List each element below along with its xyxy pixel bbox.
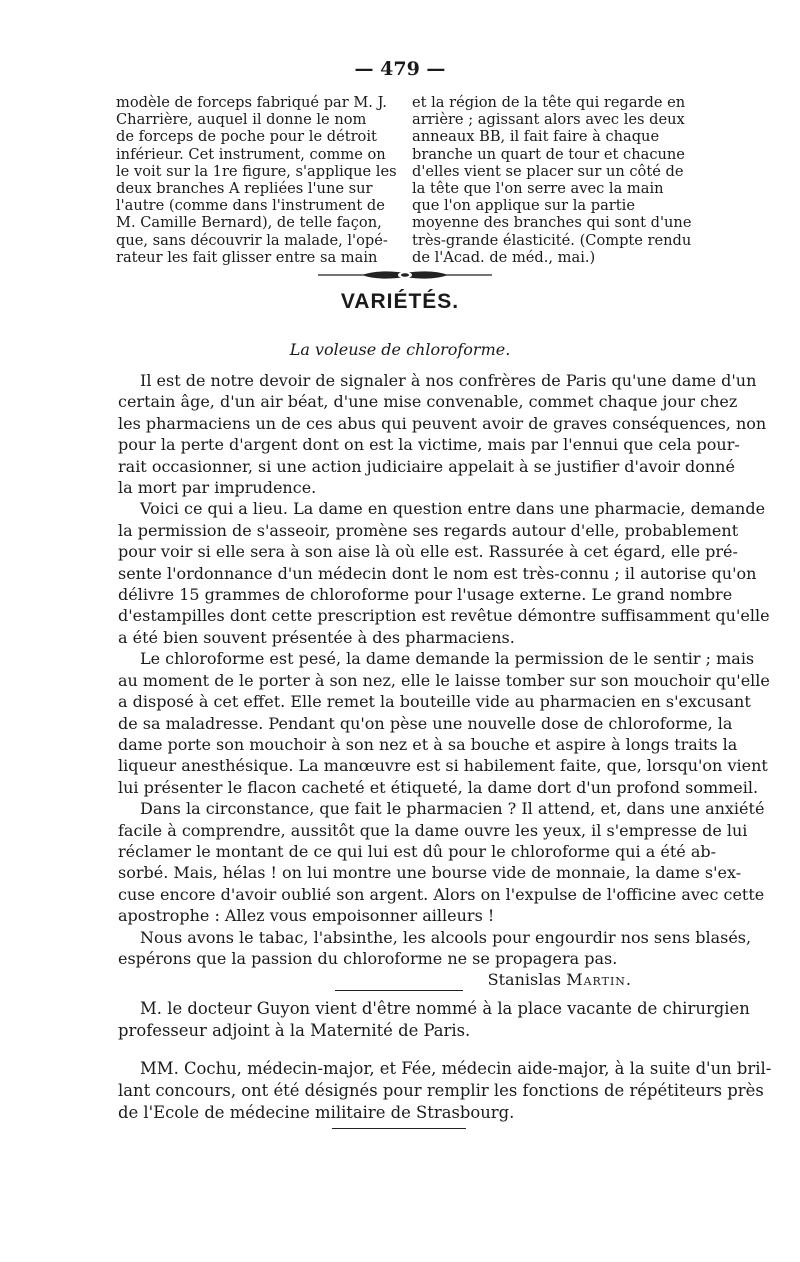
- left-column-line: le voit sur la 1re figure, s'applique les: [116, 162, 397, 180]
- right-column-line: et la région de la tête qui regarde en: [412, 94, 686, 111]
- text-line: lant concours, ont été désignés pour remplir les fonctions de répétiteurs près: [118, 1081, 764, 1100]
- text-line: M. le docteur Guyon vient d'être nommé à la place vacante de chirurgien: [140, 999, 750, 1018]
- text-line: réclamer le montant de ce qui lui est dû pour le chloroforme qui a été ab-: [118, 841, 717, 861]
- text-line: professeur adjoint à la Maternité de Paris.: [118, 1021, 471, 1040]
- right-column-line: moyenne des branches qui sont d'une: [412, 214, 692, 232]
- separator-rule: [335, 990, 463, 991]
- text-line: pour la perte d'argent dont on est la victime, mais par l'ennui que cela pour-: [118, 435, 740, 455]
- text-line: a été bien souvent présentée à des pharmaciens.: [118, 627, 515, 647]
- text-line: Nous avons le tabac, l'absinthe, les alcools pour engourdir nos sens blasés,: [140, 927, 752, 947]
- text-line: pour voir si elle sera à son aise là où elle est. Rassurée à cet égard, elle pré-: [118, 542, 738, 562]
- right-column-line: que l'on applique sur la partie: [412, 197, 635, 215]
- text-line: la permission de s'asseoir, promène ses regards autour d'elle, probablement: [118, 520, 739, 540]
- text-line: apostrophe : Allez vous empoisonner ailleurs !: [118, 906, 495, 926]
- signature: [118, 969, 682, 990]
- section-title: VARIÉTÉS.: [340, 290, 460, 313]
- text-line: liqueur anesthésique. La manœuvre est si habilement faite, que, lorsqu'on vient: [118, 756, 768, 776]
- signature-last-name: Martin.: [566, 970, 632, 990]
- paragraph: [118, 498, 770, 648]
- text-line: a disposé à cet effet. Elle remet la bouteille vide au pharmacien en s'excusant: [118, 692, 751, 712]
- text-line: de sa maladresse. Pendant qu'on pèse une nouvelle dose de chloroforme, la: [118, 713, 733, 733]
- text-line: rait occasionner, si une action judiciaire appelait à se justifier d'avoir donné: [118, 456, 735, 476]
- left-column-line: que, sans découvrir la malade, l'opé-: [116, 231, 388, 249]
- text-line: MM. Cochu, médecin-major, et Fée, médecin aide-major, à la suite d'un bril-: [140, 1059, 772, 1078]
- text-line: Dans la circonstance, que fait le pharmacien ? Il attend, et, dans une anxiété: [140, 799, 765, 819]
- right-column-line: d'elles vient se placer sur un côté de: [412, 162, 684, 180]
- signature-first-name: Stanislas: [487, 970, 562, 990]
- left-column-line: inférieur. Cet instrument, comme on: [116, 145, 386, 163]
- text-line: facile à comprendre, aussitôt que la dame ouvre les yeux, il s'empresse de lui: [118, 820, 748, 840]
- paragraph: [118, 648, 770, 798]
- left-column-line: deux branches A repliées l'une sur: [116, 180, 373, 198]
- text-line: Voici ce qui a lieu. La dame en question entre dans une pharmacie, demande: [140, 499, 766, 519]
- text-line: au moment de le porter à son nez, elle le laisse tomber sur son mouchoir qu'elle: [118, 670, 770, 690]
- right-column-line: très-grande élasticité. (Compte rendu: [412, 231, 692, 249]
- right-column-line: la tête que l'on serre avec la main: [412, 180, 664, 198]
- left-column-line: modèle de forceps fabriqué par M. J.: [116, 94, 387, 111]
- two-column-text: [116, 94, 692, 266]
- text-line: les pharmaciens un de ces abus qui peuvent avoir de graves conséquences, non: [118, 413, 767, 433]
- left-column-line: de forceps de poche pour le détroit: [116, 128, 377, 146]
- left-column-line: l'autre (comme dans l'instrument de: [116, 197, 385, 215]
- right-column-line: branche un quart de tour et chacune: [412, 145, 685, 163]
- page-number: — 479 —: [354, 58, 446, 80]
- text-line: sente l'ordonnance d'un médecin dont le nom est très-connu ; il autorise qu'on: [118, 563, 757, 583]
- right-column-line: de l'Acad. de méd., mai.): [412, 248, 596, 266]
- right-column: [412, 94, 692, 266]
- ornamental-rule: [318, 268, 492, 282]
- notice-competition: [118, 1058, 772, 1124]
- closing-rule: [332, 1128, 466, 1129]
- left-column-line: rateur les fait glisser entre sa main: [116, 248, 378, 266]
- text-line: lui présenter le flacon cacheté et étiqueté, la dame dort d'un profond sommeil.: [118, 777, 759, 797]
- article-title: La voleuse de chloroforme.: [289, 340, 511, 359]
- text-line: d'estampilles dont cette prescription est revêtue démontre suffisamment qu'elle: [118, 606, 770, 626]
- text-line: dame porte son mouchoir à son nez et à sa bouche et aspire à longs traits la: [118, 734, 738, 754]
- text-line: la mort par imprudence.: [118, 478, 317, 498]
- paragraph: [118, 370, 767, 498]
- left-column: [116, 94, 397, 266]
- text-line: sorbé. Mais, hélas ! on lui montre une bourse vide de monnaie, la dame s'ex-: [118, 863, 742, 883]
- text-line: cuse encore d'avoir oublié son argent. Alors on l'expulse de l'officine avec cette: [118, 884, 765, 904]
- text-line: certain âge, d'un air béat, d'une mise convenable, commet chaque jour chez: [118, 392, 738, 412]
- right-column-line: arrière ; agissant alors avec les deux: [412, 111, 685, 129]
- notice-appointment: [118, 998, 750, 1042]
- text-line: Il est de notre devoir de signaler à nos confrères de Paris qu'une dame d'un: [140, 371, 757, 390]
- text-line: Le chloroforme est pesé, la dame demande la permission de le sentir ; mais: [140, 649, 755, 669]
- paragraph: [118, 798, 765, 926]
- article-body: [118, 370, 770, 991]
- left-column-line: M. Camille Bernard), de telle façon,: [116, 214, 382, 232]
- right-column-line: anneaux BB, il fait faire à chaque: [412, 128, 660, 146]
- text-line: espérons que la passion du chloroforme ne se propagera pas.: [118, 948, 618, 968]
- left-column-line: Charrière, auquel il donne le nom: [116, 111, 367, 129]
- text-line: de l'Ecole de médecine militaire de Strasbourg.: [118, 1103, 515, 1122]
- paragraph: [118, 927, 752, 970]
- text-line: délivre 15 grammes de chloroforme pour l'usage externe. Le grand nombre: [118, 585, 733, 605]
